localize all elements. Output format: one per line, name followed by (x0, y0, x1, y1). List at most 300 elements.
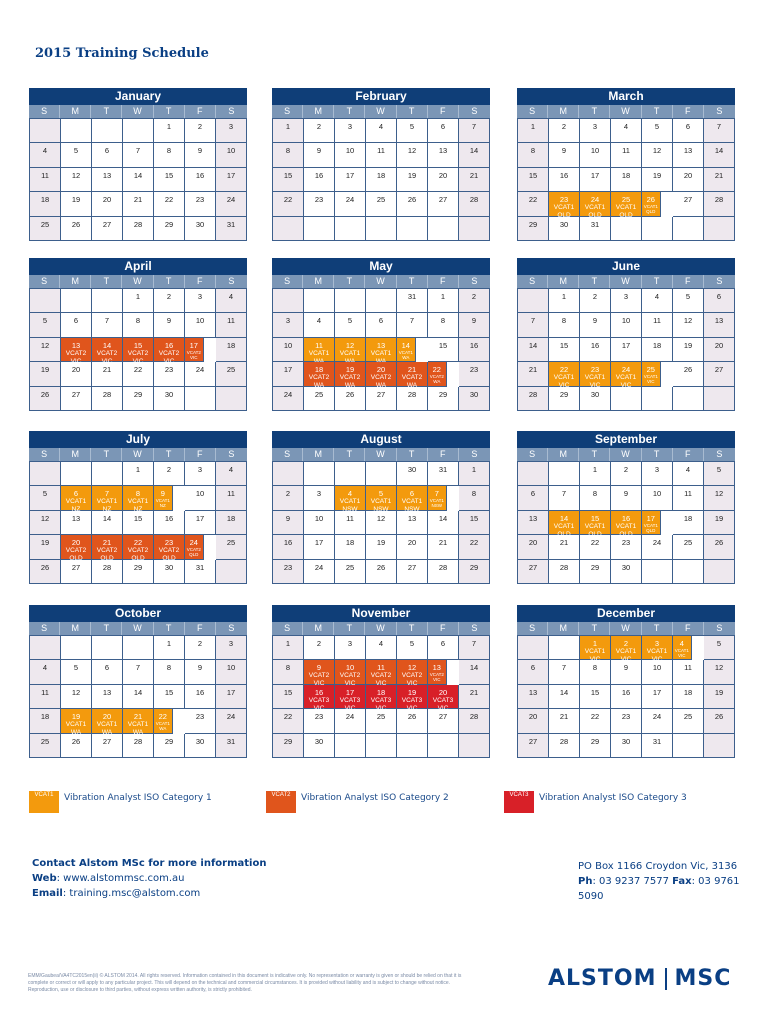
day-cell (92, 362, 123, 386)
day-cell (273, 560, 304, 584)
day-cell (273, 535, 304, 559)
course-code: VCAT1 (65, 498, 87, 506)
day-number: 6 (440, 122, 446, 131)
course-location: NSW (431, 503, 443, 509)
day-number: 8 (561, 316, 567, 326)
day-cell (185, 119, 216, 143)
day-cell (185, 560, 216, 584)
legend-label: Vibration Analyst ISO Category 2 (301, 793, 449, 803)
day-cell (549, 192, 580, 216)
day-cell (123, 636, 154, 660)
day-cell (397, 709, 428, 733)
day-cell (92, 511, 123, 535)
day-cell (185, 387, 216, 411)
day-number: 25 (621, 195, 631, 205)
day-cell (611, 462, 642, 486)
day-number: 28 (407, 389, 417, 399)
day-number: 3 (654, 465, 660, 474)
weekday-label: S (228, 276, 235, 286)
course-code: VCAT1 (615, 648, 637, 655)
day-cell (642, 486, 673, 510)
day-number: 20 (714, 340, 724, 350)
day-number: 2 (285, 489, 291, 499)
day-grid (29, 118, 247, 241)
course-code: VCAT3 (339, 696, 361, 704)
day-number: 26 (71, 219, 81, 229)
day-cell (335, 289, 366, 313)
weekday-label: M (548, 275, 579, 288)
day-number: 21 (559, 538, 569, 548)
day-cell (185, 535, 204, 559)
weekday-label: T (642, 448, 673, 461)
weekday-label: W (610, 622, 641, 635)
day-number: 30 (314, 736, 324, 746)
day-cell (428, 143, 459, 167)
course-code: VCAT1 (643, 204, 658, 210)
day-cell (366, 217, 397, 241)
course-code: VCAT1 (674, 648, 689, 653)
day-number: 24 (314, 562, 324, 572)
day-number: 30 (164, 562, 174, 572)
day-number: 21 (714, 170, 724, 180)
day-cell (673, 660, 704, 684)
day-cell (335, 486, 366, 510)
day-number: 8 (285, 663, 291, 673)
day-cell (92, 560, 123, 584)
course-code: VCAT2 (370, 672, 392, 680)
weekday-header (272, 105, 490, 118)
day-cell (123, 168, 154, 192)
day-cell (549, 338, 580, 362)
day-number: 20 (376, 365, 386, 375)
weekday-label: M (303, 622, 334, 635)
day-number: 24 (590, 195, 600, 205)
day-cell (30, 560, 61, 584)
day-number: 7 (434, 489, 439, 499)
day-number: 25 (683, 712, 693, 722)
day-cell (397, 734, 428, 758)
day-number: 13 (71, 340, 81, 350)
day-grid (272, 635, 490, 758)
day-cell (397, 289, 428, 313)
day-number: 10 (226, 146, 236, 156)
day-number: 26 (407, 195, 417, 205)
weekday-label: F (428, 448, 459, 461)
day-cell (704, 660, 735, 684)
day-cell (611, 734, 642, 758)
day-number: 3 (285, 316, 291, 326)
day-cell (61, 217, 92, 241)
day-number: 31 (438, 465, 448, 474)
day-cell (92, 119, 123, 143)
day-number: 5 (716, 465, 722, 474)
day-number: 20 (407, 538, 417, 548)
day-number: 14 (559, 513, 569, 523)
course-code: VCAT2 (401, 672, 423, 680)
day-cell (30, 486, 61, 510)
day-cell (428, 660, 447, 684)
day-number: 18 (376, 170, 386, 180)
month-title: May (272, 258, 490, 275)
day-number: 25 (683, 538, 693, 548)
day-number: 10 (226, 663, 236, 673)
day-cell (704, 289, 735, 313)
day-number: 10 (195, 489, 205, 499)
day-number: 8 (285, 146, 291, 156)
day-cell (61, 387, 92, 411)
day-cell (30, 313, 61, 337)
day-cell (704, 709, 735, 733)
day-cell (580, 685, 611, 709)
day-cell (549, 362, 580, 386)
day-cell (459, 362, 490, 386)
day-cell (61, 168, 92, 192)
day-cell (518, 143, 549, 167)
day-number: 23 (621, 712, 631, 722)
day-cell (304, 313, 335, 337)
day-number: 1 (471, 465, 477, 474)
course-location: VIC (433, 677, 441, 683)
day-number: 4 (42, 146, 48, 156)
course-code: VCAT1 (155, 721, 170, 727)
day-number: 31 (226, 219, 236, 229)
day-cell (185, 338, 204, 362)
course-code: VCAT2 (308, 374, 330, 382)
day-cell (397, 685, 428, 709)
day-number: 9 (197, 663, 203, 673)
month-title: March (517, 88, 735, 105)
weekday-label: T (642, 622, 673, 635)
day-number: 15 (590, 513, 600, 523)
day-number: 14 (102, 340, 112, 350)
day-number: 10 (345, 146, 355, 156)
day-number: 3 (592, 122, 598, 131)
course-code: VCAT1 (584, 374, 606, 382)
day-number: 31 (195, 562, 205, 572)
day-number: 18 (652, 340, 662, 350)
day-cell (304, 486, 335, 510)
day-cell (273, 709, 304, 733)
weekday-header (272, 622, 490, 635)
day-cell (642, 338, 673, 362)
day-cell (518, 338, 549, 362)
day-cell (580, 362, 611, 386)
weekday-label: M (548, 448, 579, 461)
logo-msc: MSC (674, 966, 732, 991)
day-cell (335, 313, 366, 337)
day-cell (273, 486, 304, 510)
weekday-label: S (517, 275, 548, 288)
day-number: 11 (377, 146, 385, 156)
day-cell (335, 685, 366, 709)
day-number: 13 (71, 513, 81, 523)
day-number: 15 (133, 340, 143, 350)
day-cell (304, 636, 335, 660)
day-cell (518, 462, 549, 486)
day-number: 29 (438, 389, 448, 399)
day-number: 12 (714, 489, 724, 499)
course-code: VCAT2 (186, 547, 201, 553)
day-cell (459, 486, 490, 510)
day-cell (397, 535, 428, 559)
day-cell (61, 338, 92, 362)
weekday-header (29, 275, 247, 288)
day-cell (549, 660, 580, 684)
email-link[interactable]: : training.msc@alstom.com (62, 888, 201, 899)
day-number: 4 (228, 292, 234, 301)
day-cell (549, 511, 580, 535)
day-number: 8 (166, 663, 172, 673)
day-number: 13 (407, 513, 417, 523)
day-number: 22 (469, 538, 479, 548)
day-cell (549, 709, 580, 733)
weekday-label: W (610, 448, 641, 461)
day-number: 17 (283, 365, 293, 375)
day-cell (428, 560, 459, 584)
weekday-label: T (91, 622, 122, 635)
day-cell (30, 462, 61, 486)
course-code: VCAT1 (370, 349, 392, 357)
day-cell (673, 217, 704, 241)
day-cell (92, 462, 123, 486)
logo-alstom: ALSTOM (548, 966, 657, 991)
day-cell (459, 462, 490, 486)
day-number: 12 (71, 687, 81, 697)
weekday-label: S (272, 448, 303, 461)
day-cell (304, 217, 335, 241)
day-cell (580, 560, 611, 584)
day-number: 29 (590, 562, 600, 572)
day-cell (642, 192, 661, 216)
day-number: 13 (528, 687, 538, 697)
day-number: 1 (166, 122, 172, 131)
course-code: VCAT1 (643, 522, 658, 528)
day-number: 5 (409, 639, 415, 648)
month-september (517, 431, 735, 584)
day-number: 8 (135, 316, 141, 326)
day-cell (216, 387, 247, 411)
day-number: 15 (438, 340, 448, 350)
day-cell (304, 462, 335, 486)
day-number: 12 (714, 663, 724, 673)
day-number: 25 (226, 365, 236, 375)
course-code: VCAT3 (308, 696, 330, 704)
day-cell (123, 217, 154, 241)
day-number: 18 (376, 687, 386, 697)
weekday-label: W (122, 105, 153, 118)
day-number: 17 (226, 170, 236, 180)
day-cell (185, 362, 216, 386)
day-cell (30, 387, 61, 411)
day-cell (397, 486, 428, 510)
day-cell (704, 143, 735, 167)
day-cell (397, 511, 428, 535)
day-grid (517, 635, 735, 758)
day-cell (154, 660, 185, 684)
day-number: 18 (40, 195, 50, 205)
day-cell (304, 535, 335, 559)
weekday-label: F (673, 622, 704, 635)
day-number: 24 (226, 195, 236, 205)
day-number: 22 (432, 365, 441, 375)
month-february (272, 88, 490, 241)
day-cell (61, 486, 92, 510)
day-number: 12 (683, 316, 693, 326)
day-number: 2 (197, 122, 203, 131)
day-cell (304, 168, 335, 192)
day-cell (459, 636, 490, 660)
day-cell (304, 387, 335, 411)
day-number: 3 (316, 489, 322, 499)
day-cell (154, 486, 173, 510)
day-cell (61, 560, 92, 584)
day-number: 16 (590, 340, 600, 350)
day-number: 22 (133, 365, 143, 375)
day-cell (216, 168, 247, 192)
email-line: Email: training.msc@alstom.com (32, 888, 201, 899)
day-number: 16 (314, 687, 324, 697)
fine-print: EMM/Gaubea/VA4TC2015en(ii) © ALSTOM 2014. All rights reserved. Information contained in this document is indicative only. No representation or warranty is given or should be relied on that it is complete or correct or will apply to any particular project. This will depend on the technical and commercial circumstances. It is provided without liability and is subject to change without notice. Reproduction, use or disclosure to third parties, without express written authority, is strictly prohibited. (28, 973, 462, 993)
day-number: 15 (133, 513, 143, 523)
web-line: Web: www.alstommsc.com.au (32, 873, 185, 884)
day-cell (549, 387, 580, 411)
day-cell (335, 511, 366, 535)
day-number: 7 (561, 489, 567, 499)
course-code: VCAT1 (615, 522, 637, 530)
weekday-label: S (716, 449, 723, 459)
day-cell (366, 192, 397, 216)
day-number: 26 (40, 389, 50, 399)
day-number: 31 (407, 292, 417, 301)
day-number: 10 (621, 316, 631, 326)
day-number: 26 (683, 365, 693, 375)
day-cell (61, 192, 92, 216)
day-number: 3 (228, 122, 234, 131)
day-cell (92, 313, 123, 337)
course-code: VCAT1 (553, 522, 575, 530)
day-cell (673, 168, 704, 192)
day-number: 28 (559, 562, 569, 572)
day-number: 21 (528, 365, 538, 375)
day-number: 21 (559, 712, 569, 722)
day-number: 9 (623, 489, 629, 499)
day-cell (335, 387, 366, 411)
day-number: 14 (714, 146, 724, 156)
day-cell (123, 289, 154, 313)
day-number: 1 (440, 292, 446, 301)
day-number: 7 (135, 663, 141, 673)
day-cell (397, 168, 428, 192)
day-cell (428, 734, 459, 758)
day-number: 17 (189, 340, 198, 350)
day-number: 8 (166, 146, 172, 156)
day-number: 30 (621, 562, 631, 572)
day-cell (335, 660, 366, 684)
day-number: 6 (104, 146, 110, 156)
course-code: VCAT3 (401, 696, 423, 704)
day-number: 19 (407, 170, 417, 180)
day-number: 7 (561, 663, 567, 673)
day-number: 16 (195, 687, 205, 697)
weekday-label: T (642, 275, 673, 288)
day-cell (273, 289, 304, 313)
day-number: 31 (652, 736, 662, 746)
day-cell (61, 289, 92, 313)
day-number: 20 (102, 195, 112, 205)
day-number: 6 (73, 316, 79, 326)
day-cell (30, 535, 61, 559)
day-number: 27 (528, 562, 538, 572)
day-cell (30, 734, 61, 758)
day-cell (61, 709, 92, 733)
day-cell (216, 217, 247, 241)
day-number: 13 (102, 170, 112, 180)
day-number: 14 (528, 340, 538, 350)
day-cell (61, 119, 92, 143)
web-link[interactable]: : www.alstommsc.com.au (56, 873, 185, 884)
day-cell (611, 143, 642, 167)
day-cell (428, 636, 459, 660)
day-number: 17 (314, 538, 324, 548)
day-cell (611, 535, 642, 559)
day-number: 13 (438, 146, 448, 156)
day-cell (30, 685, 61, 709)
weekday-label: S (272, 622, 303, 635)
day-cell (549, 289, 580, 313)
month-title: April (29, 258, 247, 275)
day-number: 11 (41, 687, 49, 697)
day-number: 1 (530, 122, 536, 131)
day-number: 20 (528, 712, 538, 722)
course-location: QLD (646, 527, 656, 533)
day-number: 11 (315, 340, 323, 350)
address-block (578, 859, 768, 904)
day-cell (428, 192, 459, 216)
day-cell (611, 560, 642, 584)
day-number: 5 (685, 292, 691, 301)
day-number: 16 (559, 170, 569, 180)
weekday-label: T (154, 622, 185, 635)
day-number: 27 (102, 219, 112, 229)
day-number: 17 (226, 687, 236, 697)
day-number: 16 (621, 687, 631, 697)
day-number: 29 (133, 389, 143, 399)
day-number: 27 (714, 365, 724, 375)
course-location: VIC (647, 379, 655, 385)
weekday-label: T (154, 105, 185, 118)
day-number: 14 (133, 687, 143, 697)
day-cell (459, 168, 490, 192)
day-cell (92, 636, 123, 660)
day-cell (92, 734, 123, 758)
day-number: 23 (559, 195, 569, 205)
day-number: 14 (469, 146, 479, 156)
month-november (272, 605, 490, 758)
day-cell (216, 685, 247, 709)
month-july (29, 431, 247, 584)
day-number: 26 (714, 712, 724, 722)
day-cell (518, 535, 549, 559)
day-cell (642, 636, 673, 660)
day-cell (304, 143, 335, 167)
day-cell (611, 217, 642, 241)
day-cell (154, 119, 185, 143)
day-cell (154, 313, 185, 337)
day-number: 25 (40, 219, 50, 229)
day-cell (154, 217, 185, 241)
day-number: 29 (283, 736, 293, 746)
day-cell (549, 636, 580, 660)
